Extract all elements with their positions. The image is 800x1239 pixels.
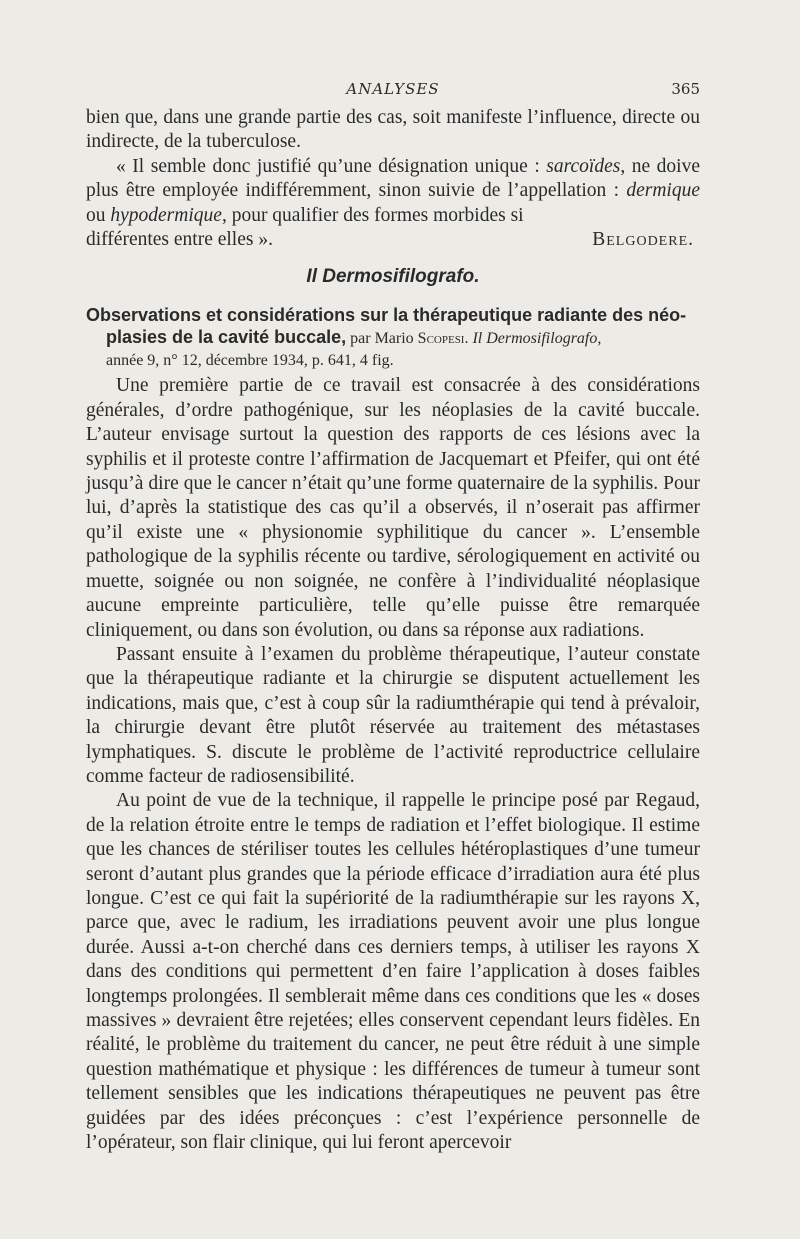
quote-text: , pour qualifier des formes morbides si — [221, 204, 524, 226]
article-reference — [86, 304, 700, 372]
quote-text: , ne doive plus être employée indifféremment, sinon suivie de l’appellation : — [86, 155, 700, 202]
signature-line — [86, 228, 700, 252]
quote-text: ou — [86, 204, 111, 226]
quote-end: différentes entre elles ». — [86, 229, 273, 251]
article-paragraph-3: Au point de vue de la technique, il rappelle le principe posé par Regaud, de la relation étroite entre le temps de radiation et l’effet biologique. Il estime que les chances de stériliser toutes les cellules hétéroplastiques d’une tumeur seront d’autant plus grandes que la période efficace d’irradiation aura été plus longue. C’est ce qui fait la supériorité de la radiumthérapie sur les rayons X, parce que, avec le radium, les irradiations peuvent avoir une plus longue durée. Aussi a-t-on cherché dans ces derniers temps, à utiliser les rayons X dans des conditions qui permettent d’en faire l’application à doses faibles longtemps prolongées. Il semblerait même dans ces conditions que les « doses massives » devraient être rejetées; elles conservent cependant leurs fidèles. En réalité, le problème du traitement du cancer, ne peut être réduit à une simple question mathématique et physique : les différences de tumeur à tumeur sont tellement sensibles que les indications thérapeutiques ne peuvent pas être guidées par des idées préconçues : c’est l’expérience personnelle de l’opérateur, son flair clinique, qui lui feront apercevoir — [86, 790, 700, 1154]
article-author: Scopesi. — [417, 330, 469, 348]
journal-heading: Il Dermosifilografo. — [306, 266, 480, 288]
article-paragraph-1: Une première partie de ce travail est consacrée à des considérations générales, d’ordre pathogénique, sur les néoplasies de la cavité buccale. L’auteur envisage surtout la question des rapports de ces lésions avec la syphilis et il proteste contre l’affirmation de Jacquemart et Pfeifer, qui ont été jusqu’à dire que le cancer n’était qu’une forme quaternaire de la syphilis. Pour lui, d’après la statistique des cas qu’il a observés, il n’oserait pas affirmer qu’il existe une « physionomie syphilitique du cancer ». L’ensemble pathologique de la syphilis récente ou tardive, sérologiquement en activité ou muette, soignée ou non soignée, ne confère à l’individualité néoplasique aucune empreinte particulière, telle qu’elle puisse être remarquée cliniquement, ou dans son évolution, ou dans sa réponse aux radiations. — [86, 375, 700, 641]
intro-paragraph-1: bien que, dans une grande partie des cas, soit manifeste l’influence, directe ou indirecte, de la tuberculose. — [86, 107, 700, 153]
running-header — [86, 74, 700, 100]
page-number: 365 — [671, 80, 700, 98]
term-dermique: dermique — [626, 180, 700, 202]
article-title-end: plasies de la cavité buccale, — [106, 327, 347, 348]
article-title-line-1: Observations et considérations sur la thérapeutique radiante des néo- — [86, 305, 687, 326]
reference-details: année 9, n° 12, décembre 1934, p. 641, 4 fig. — [106, 352, 394, 370]
term-sarcoides: sarcoïdes — [546, 155, 621, 177]
article-body — [86, 374, 700, 1155]
reviewer-signature: Belgodere. — [592, 229, 694, 251]
ref-par: par Mario — [346, 330, 418, 348]
quote-text: « Il semble donc justifié qu’une désignation unique : — [116, 155, 547, 177]
intro-text — [86, 106, 700, 252]
running-title: ANALYSES — [346, 80, 440, 98]
intro-paragraph-2 — [86, 155, 700, 228]
journal-name: Il Dermosifilografo, — [468, 330, 602, 348]
article-paragraph-2: Passant ensuite à l’examen du problème thérapeutique, l’auteur constate que la thérapeutique radiante et la chirurgie se disputent actuellement les indications, mais que, c’est à coup sûr la radiumthérapie qui tend à prévaloir, la chirurgie devant être plutôt réservée au traitement des métastases lymphatiques. S. discute le problème de l’activité reproductrice cellulaire comme facteur de radiosensibilité. — [86, 643, 700, 787]
term-hypodermique: hypodermique — [110, 204, 222, 226]
article-title-line-2 — [86, 326, 700, 350]
